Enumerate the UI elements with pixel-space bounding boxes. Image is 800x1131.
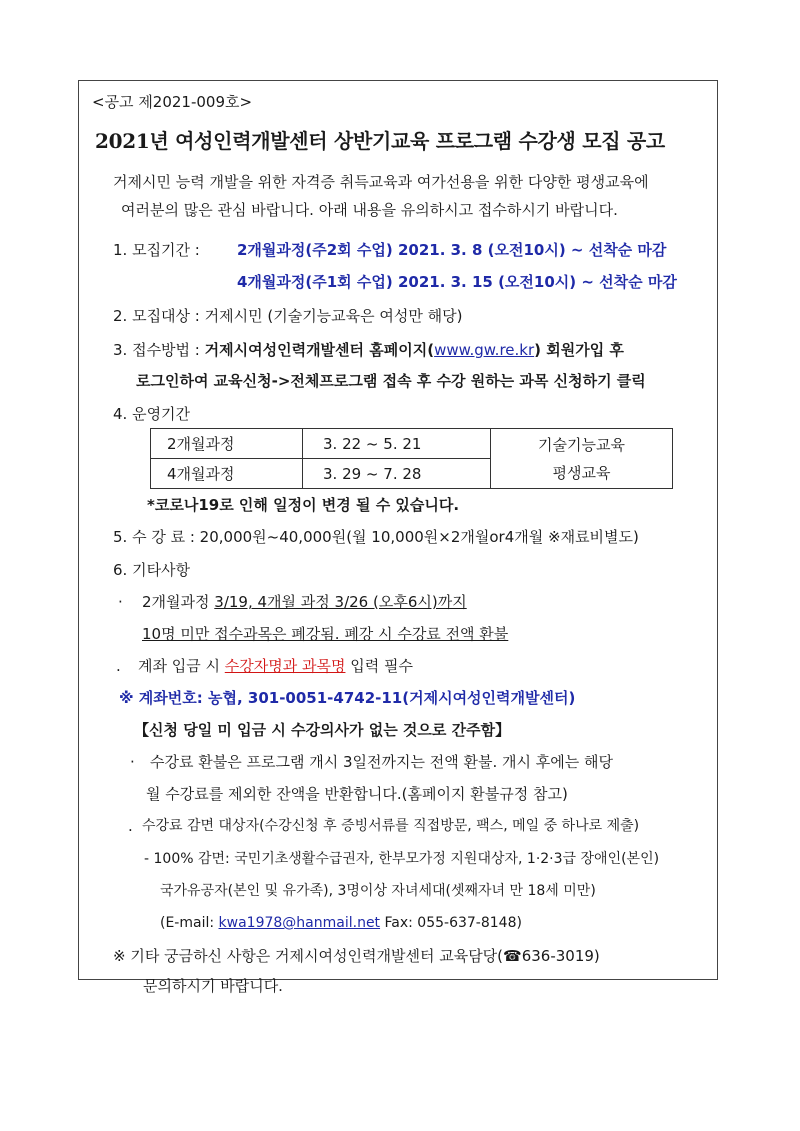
apply-label: 3. 접수방법 : [113, 341, 205, 359]
course-cell: 2개월과정 [151, 429, 303, 459]
period-label: 1. 모집기간 : [113, 241, 200, 259]
refund-line-1: 수강료 환불은 프로그램 개시 3일전까지는 전액 환불. 개시 후에는 해당 [150, 753, 613, 771]
deadline-a: 2개월과정 [142, 593, 215, 611]
bullet-1: · [118, 593, 123, 611]
schedule-note: *코로나19로 인해 일정이 변경 될 수 있습니다. [147, 496, 460, 514]
email-label: (E-mail: [160, 915, 219, 931]
category-1: 기술기능교육 [538, 435, 625, 454]
fee-line: 5. 수 강 료 : 20,000원~40,000원(월 10,000원×2개월or4개월 ※재료비별도) [113, 528, 639, 546]
notice-number: <공고 제2021-009호> [92, 93, 253, 111]
contact-line-2: 문의하시기 바랍니다. [143, 977, 283, 995]
fax-text: Fax: 055-637-8148) [380, 915, 522, 931]
reduction-line-1: - 100% 감면: 국민기초생활수급권자, 한부모가정 지원대상자, 1·2·3급 장애인(본인) [144, 851, 660, 867]
contact-line-1: ※ 기타 궁금하신 사항은 거제시여성인력개발센터 교육담당(☎636-3019) [113, 947, 600, 965]
deposit-a: 계좌 입금 시 [138, 657, 225, 675]
operation-label: 4. 운영기간 [113, 405, 191, 423]
apply-line-1 [113, 340, 624, 360]
dates-cell: 3. 29 ~ 7. 28 [303, 459, 491, 489]
warning-line: 【신청 당일 미 입금 시 수강의사가 없는 것으로 간주함】 [134, 721, 511, 739]
intro-line-1: 거제시민 능력 개발을 위한 자격증 취득교육과 여가선용을 위한 다양한 평생교육에 [113, 173, 649, 191]
email-line [160, 913, 522, 933]
apply-text-b: ) 회원가입 후 [534, 341, 624, 359]
intro-line-2: 여러분의 많은 관심 바랍니다. 아래 내용을 유의하시고 접수하시기 바랍니다. [121, 201, 618, 219]
table-row [151, 429, 673, 459]
period-line-2: 4개월과정(주1회 수업) 2021. 3. 15 (오전10시) ~ 선착순 마감 [237, 273, 677, 291]
deposit-line [138, 656, 413, 676]
period-line-1: 2개월과정(주2회 수업) 2021. 3. 8 (오전10시) ~ 선착순 마감 [237, 241, 667, 259]
bullet-4: . [128, 817, 133, 835]
reduction-line: 수강료 감면 대상자(수강신청 후 증빙서류를 직접방문, 팩스, 메일 중 하나로 제출) [142, 818, 640, 834]
apply-line-2: 로그인하여 교육신청->전체프로그램 접속 후 수강 원하는 과목 신청하기 클릭 [136, 372, 646, 390]
cancel-line: 10명 미만 접수과목은 폐강됨. 폐강 시 수강료 전액 환불 [142, 625, 509, 643]
category-cell [491, 429, 673, 489]
bullet-2: . [116, 657, 121, 675]
etc-label: 6. 기타사항 [113, 561, 191, 579]
deadline-b: 3/19, 4개월 과정 3/26 (오후6시)까지 [214, 593, 467, 611]
deposit-b: 수강자명과 과목명 [224, 657, 346, 675]
reduction-line-2: 국가유공자(본인 및 유가족), 3명이상 자녀세대(셋째자녀 만 18세 미만) [160, 883, 596, 899]
email-link[interactable]: kwa1978@hanmail.net [218, 915, 381, 931]
target-line: 2. 모집대상 : 거제시민 (기술기능교육은 여성만 해당) [113, 307, 463, 325]
deadline-line [142, 592, 467, 612]
bullet-3: · [130, 753, 135, 771]
deposit-c: 입력 필수 [345, 657, 413, 675]
account-line: ※ 계좌번호: 농협, 301-0051-4742-11(거제시여성인력개발센터) [119, 689, 576, 707]
schedule-table [150, 428, 673, 489]
dates-cell: 3. 22 ~ 5. 21 [303, 429, 491, 459]
course-cell: 4개월과정 [151, 459, 303, 489]
homepage-link[interactable]: www.gw.re.kr [434, 341, 535, 359]
refund-line-2: 월 수강료를 제외한 잔액을 반환합니다.(홈페이지 환불규정 참고) [146, 785, 568, 803]
page-title: 2021년 여성인력개발센터 상반기교육 프로그램 수강생 모집 공고 [95, 129, 665, 153]
category-2: 평생교육 [552, 463, 611, 482]
apply-text-a: 거제시여성인력개발센터 홈페이지( [204, 341, 435, 359]
